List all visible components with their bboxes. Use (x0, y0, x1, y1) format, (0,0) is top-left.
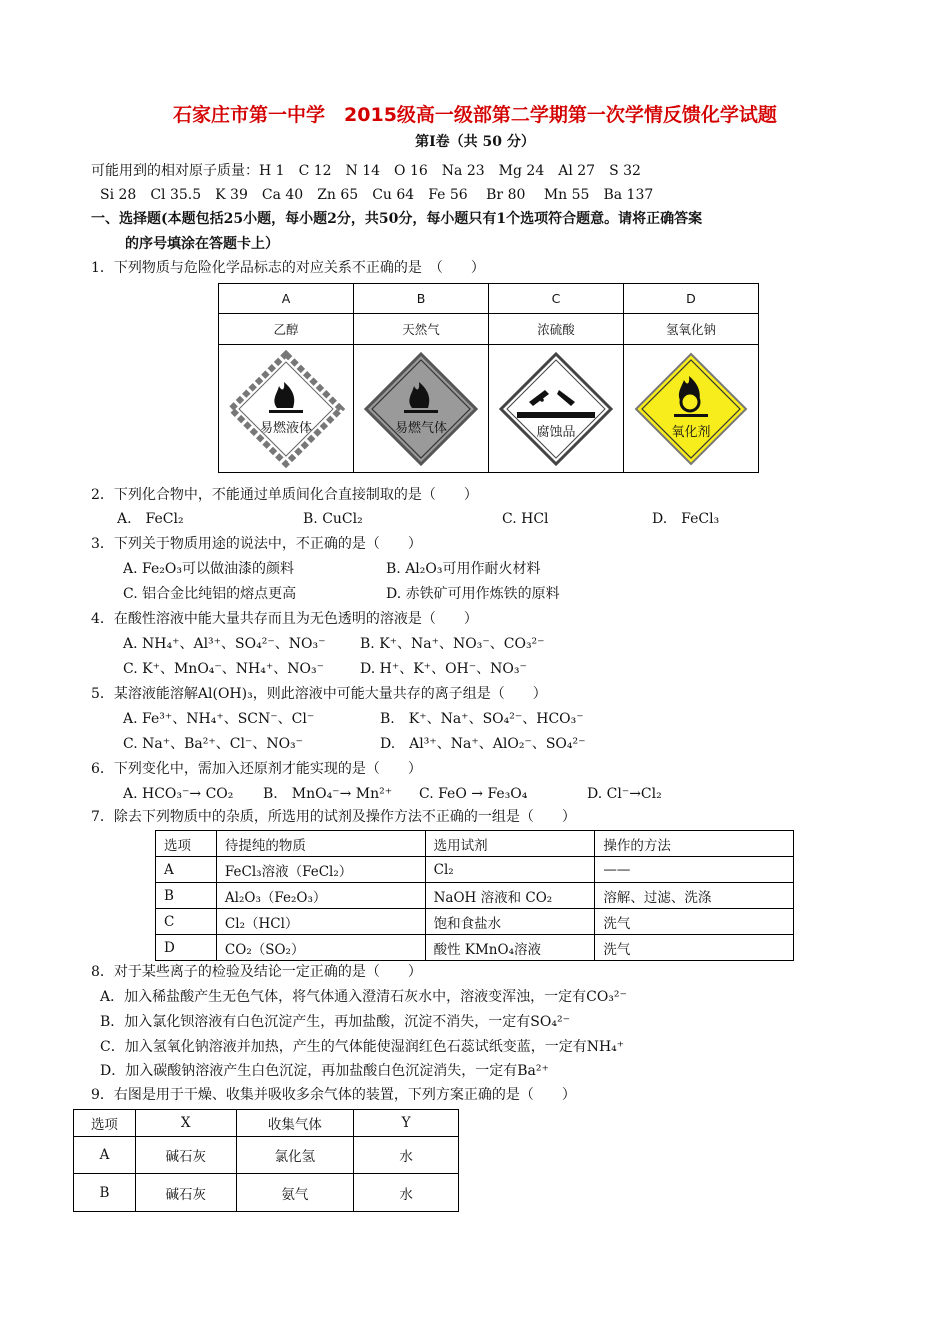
q1-col-a: A (219, 284, 354, 314)
section-subtitle: 第Ⅰ卷（共 50 分） (415, 134, 535, 150)
table-row (156, 909, 794, 935)
q9-header-x: X (135, 1110, 236, 1137)
q8-option-a: A．加入稀盐酸产生无色气体，将气体通入澄清石灰水中，溶液变浑浊，一定有CO₃²⁻ (100, 989, 627, 1005)
q9-row-a-option: A (74, 1137, 136, 1174)
q8-option-b: B．加入氯化钡溶液有白色沉淀产生，再加盐酸，沉淀不消失，一定有SO₄²⁻ (100, 1014, 570, 1030)
q7-row-d-option: D (156, 935, 217, 961)
q8-option-d: D．加入碳酸钠溶液产生白色沉淀，再加盐酸白色沉淀消失，一定有Ba²⁺ (100, 1063, 549, 1079)
table-row (74, 1137, 459, 1174)
q7-row-b-reagent: NaOH 溶液和 CO₂ (425, 883, 595, 909)
q3-option-c: C. 铝合金比纯铝的熔点更高 (123, 586, 297, 602)
q8-option-c: C．加入氢氧化钠溶液并加热，产生的气体能使湿润红色石蕊试纸变蓝，一定有NH₄⁺ (100, 1039, 625, 1055)
q7-header-method: 操作的方法 (595, 831, 794, 857)
q6-option-a: A. HCO₃⁻→ CO₂ (123, 786, 234, 802)
q7-stem: 7．除去下列物质中的杂质，所选用的试剂及操作方法不正确的一组是（ ） (91, 809, 576, 825)
q9-header-y: Y (354, 1110, 459, 1137)
q1-sign-cell-a (219, 345, 354, 473)
q3-stem: 3．下列关于物质用途的说法中，不正确的是（ ） (91, 536, 422, 552)
q9-row-b-y: 水 (354, 1174, 459, 1212)
q7-row-d-method: 洗气 (595, 935, 794, 961)
q8-stem: 8．对于某些离子的检验及结论一定正确的是（ ） (91, 964, 422, 980)
q2-option-a: A. FeCl₂ (117, 511, 184, 527)
oxidizer-sign (632, 350, 750, 468)
q4-option-c: C. K⁺、MnO₄⁻、NH₄⁺、NO₃⁻ (123, 661, 324, 677)
table-row (156, 883, 794, 909)
q5-option-c: C. Na⁺、Ba²⁺、Cl⁻、NO₃⁻ (123, 736, 304, 752)
q4-option-a: A. NH₄⁺、Al³⁺、SO₄²⁻、NO₃⁻ (123, 636, 326, 652)
q7-header-reagent: 选用试剂 (425, 831, 595, 857)
q6-stem: 6．下列变化中，需加入还原剂才能实现的是（ ） (91, 761, 422, 777)
q2-option-d: D. FeCl₃ (652, 511, 720, 527)
corrosive-sign (497, 350, 615, 468)
q9-stem: 9．右图是用于干燥、收集并吸收多余气体的装置，下列方案正确的是（ ） (91, 1087, 576, 1103)
q6-option-d: D. Cl⁻→Cl₂ (587, 786, 662, 802)
q9-header-gas: 收集气体 (236, 1110, 354, 1137)
q3-option-a: A. Fe₂O₃可以做油漆的颜料 (123, 561, 294, 577)
q9-row-a-x: 碱石灰 (135, 1137, 236, 1174)
flammable-gas-sign (362, 350, 480, 468)
q1-name-d: 氢氧化钠 (624, 314, 759, 345)
q7-row-b-option: B (156, 883, 217, 909)
q7-row-c-option: C (156, 909, 217, 935)
sign-label-b: 易燃气体 (394, 420, 448, 436)
section1-heading-line1: 一、选择题(本题包括25小题，每小题2分，共50分，每小题只有1个选项符合题意。请将正确答案 (91, 211, 703, 227)
atomic-masses-line1: 可能用到的相对原子质量：H 1 C 12 N 14 O 16 Na 23 Mg 24 Al 27 S 32 (91, 163, 641, 179)
q9-scheme-table (73, 1109, 459, 1212)
q5-option-d: D. Al³⁺、Na⁺、AlO₂⁻、SO₄²⁻ (380, 736, 586, 752)
atomic-masses-line2: Si 28 Cl 35.5 K 39 Ca 40 Zn 65 Cu 64 Fe 56 Br 80 Mn 55 Ba 137 (100, 187, 654, 203)
q7-row-c-reagent: 饱和食盐水 (425, 909, 595, 935)
q7-header-option: 选项 (156, 831, 217, 857)
sign-label-a: 易燃液体 (259, 420, 313, 436)
q1-sign-cell-c (489, 345, 624, 473)
q7-header-substance: 待提纯的物质 (216, 831, 425, 857)
q3-option-d: D. 赤铁矿可用作炼铁的原料 (386, 586, 560, 602)
q1-name-b: 天然气 (354, 314, 489, 345)
q7-row-c-method: 洗气 (595, 909, 794, 935)
q9-row-a-y: 水 (354, 1137, 459, 1174)
q2-stem: 2．下列化合物中，不能通过单质间化合直接制取的是（ ） (91, 487, 478, 503)
q9-row-b-option: B (74, 1174, 136, 1212)
flammable-liquid-sign (227, 350, 345, 468)
sign-label-d: 氧化剂 (671, 424, 711, 440)
q1-col-c: C (489, 284, 624, 314)
table-row (156, 857, 794, 883)
q7-row-a-option: A (156, 857, 217, 883)
q4-option-d: D. H⁺、K⁺、OH⁻、NO₃⁻ (360, 661, 527, 677)
q1-name-a: 乙醇 (219, 314, 354, 345)
q4-option-b: B. K⁺、Na⁺、NO₃⁻、CO₃²⁻ (360, 636, 545, 652)
q1-hazard-table (218, 283, 759, 473)
q9-header-option: 选项 (74, 1110, 136, 1137)
q1-sign-cell-b (354, 345, 489, 473)
q7-row-a-substance: FeCl₃溶液（FeCl₂） (216, 857, 425, 883)
q1-col-b: B (354, 284, 489, 314)
q5-stem: 5．某溶液能溶解Al(OH)₃，则此溶液中可能大量共存的离子组是（ ） (91, 686, 547, 702)
table-row (156, 935, 794, 961)
q7-row-d-substance: CO₂（SO₂） (216, 935, 425, 961)
q2-option-c: C. HCl (502, 511, 549, 527)
q6-option-c: C. FeO → Fe₃O₄ (419, 786, 528, 802)
q2-option-b: B. CuCl₂ (303, 511, 363, 527)
q4-stem: 4．在酸性溶液中能大量共存而且为无色透明的溶液是（ ） (91, 611, 478, 627)
q1-name-c: 浓硫酸 (489, 314, 624, 345)
q5-option-b: B. K⁺、Na⁺、SO₄²⁻、HCO₃⁻ (380, 711, 584, 727)
q1-stem: 1．下列物质与危险化学品标志的对应关系不正确的是 （ ） (91, 260, 485, 276)
q9-row-b-x: 碱石灰 (135, 1174, 236, 1212)
q5-option-a: A. Fe³⁺、NH₄⁺、SCN⁻、Cl⁻ (123, 711, 315, 727)
q3-option-b: B. Al₂O₃可用作耐火材料 (386, 561, 541, 577)
q9-row-a-gas: 氯化氢 (236, 1137, 354, 1174)
section1-heading-line2: 的序号填涂在答题卡上） (125, 236, 279, 252)
q1-sign-cell-d (624, 345, 759, 473)
q7-row-a-reagent: Cl₂ (425, 857, 595, 883)
q7-row-b-substance: Al₂O₃（Fe₂O₃） (216, 883, 425, 909)
q9-row-b-gas: 氨气 (236, 1174, 354, 1212)
q7-purification-table (155, 830, 794, 961)
q7-row-c-substance: Cl₂（HCl） (216, 909, 425, 935)
q7-row-b-method: 溶解、过滤、洗涤 (595, 883, 794, 909)
q7-row-a-method: —— (595, 857, 794, 883)
q1-col-d: D (624, 284, 759, 314)
q6-option-b: B. MnO₄⁻→ Mn²⁺ (263, 786, 393, 802)
q7-row-d-reagent: 酸性 KMnO₄溶液 (425, 935, 595, 961)
exam-title: 石家庄市第一中学 2015级高一级部第二学期第一次学情反馈化学试题 (173, 104, 777, 126)
table-row (74, 1174, 459, 1212)
sign-label-c: 腐蚀品 (536, 424, 576, 440)
